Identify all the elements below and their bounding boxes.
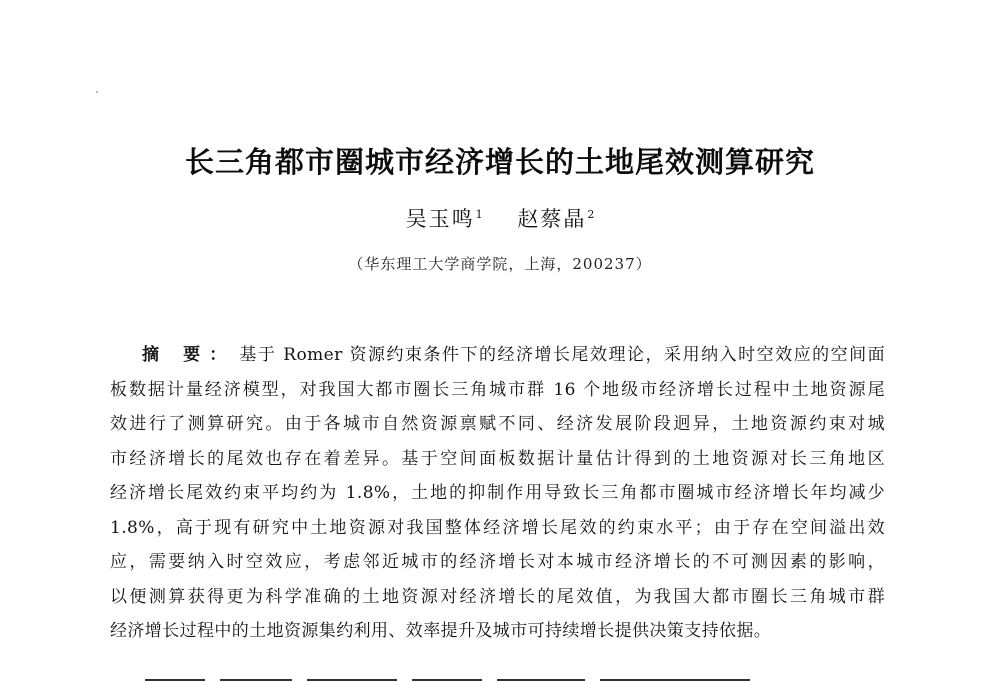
abstract-line: 市经济增长的尾效也存在着差异。基于空间面板数据计量估计得到的土地资源对长三角地区	[110, 448, 885, 469]
author-2-mark: 2	[587, 208, 595, 221]
abstract	[110, 338, 885, 649]
abstract-line	[110, 338, 885, 373]
author-1-name: 吴玉鸣	[405, 207, 475, 231]
cut-off-keyword-line	[145, 668, 785, 681]
author-1-mark: 1	[475, 208, 483, 221]
abstract-label: 摘 要：	[142, 345, 236, 365]
author-2	[517, 203, 594, 233]
abstract-line: 以便测算获得更为科学准确的土地资源对经济增长的尾效值，为我国大都市圈长三角城市群	[110, 586, 885, 607]
abstract-line: 应，需要纳入时空效应，考虑邻近城市的经济增长对本城市经济增长的不可测因素的影响，	[110, 552, 885, 572]
scan-speck	[96, 91, 98, 93]
abstract-line: 经济增长尾效约束平均约为 1.8%，土地的抑制作用导致长三角都市圈城市经济增长年均减少	[110, 483, 885, 503]
author-1	[406, 203, 483, 233]
author-list	[0, 203, 1000, 233]
abstract-line: 效进行了测算研究。由于各城市自然资源禀赋不同、经济发展阶段迥异，土地资源约束对城	[110, 414, 885, 434]
affiliation: （华东理工大学商学院，上海，200237）	[348, 255, 652, 273]
abstract-line: 1.8%，高于现有研究中土地资源对我国整体经济增长尾效的约束水平；由于存在空间溢出效	[110, 517, 885, 538]
abstract-line: 板数据计量经济模型，对我国大都市圈长三角城市群 16 个地级市经济增长过程中土地资源尾	[110, 379, 885, 400]
abstract-line-text: 基于 Romer 资源约束条件下的经济增长尾效理论，采用纳入时空效应的空间面	[239, 345, 885, 365]
paper-title: 长三角都市圈城市经济增长的土地尾效测算研究	[184, 145, 815, 179]
abstract-line: 经济增长过程中的土地资源集约利用、效率提升及城市可持续增长提供决策支持依据。	[110, 621, 772, 641]
author-2-name: 赵蔡晶	[517, 207, 587, 231]
